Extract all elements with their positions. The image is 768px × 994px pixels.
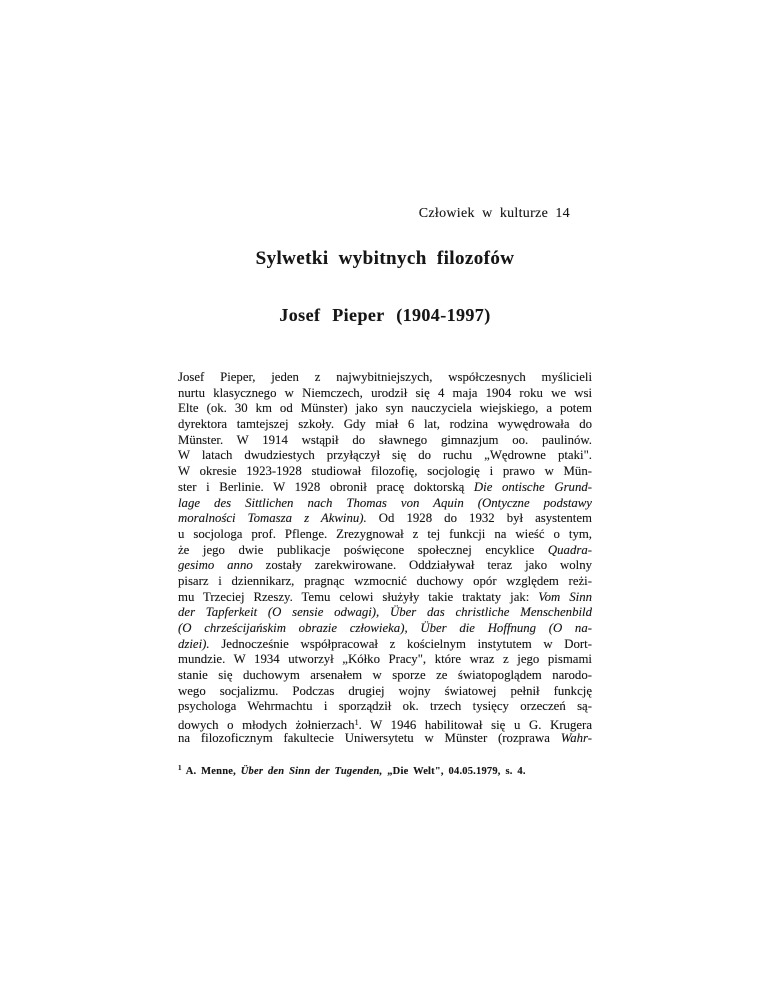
text-segment: moralności Tomasza z Akwinu). <box>178 511 367 526</box>
text-segment: Über den Sinn der Tugenden, <box>240 766 383 777</box>
body-line <box>178 433 592 449</box>
body-line <box>178 668 592 684</box>
text-segment: A. Menne, <box>181 766 241 777</box>
text-segment: Vom Sinn <box>538 589 592 604</box>
text-segment: „Die Welt", 04.05.1979, s. 4. <box>382 766 526 777</box>
body-line <box>178 699 592 715</box>
body-line <box>178 417 592 433</box>
footnote-line <box>178 764 592 777</box>
text-segment: Die ontische Grund- <box>473 479 593 494</box>
text-segment: nurtu klasycznego w Niemczech, urodził się 4 maja 1904 roku we wsi <box>178 385 592 400</box>
body-line <box>178 464 592 480</box>
body-line <box>178 652 592 668</box>
text-segment: zostały zarekwirowane. Oddziaływał teraz jako wolny <box>252 558 592 573</box>
text-segment: Wahr- <box>560 730 592 745</box>
body-line <box>178 543 592 559</box>
journal-header: Człowiek w kulturze 14 <box>418 206 570 221</box>
text-segment: psychologa Wehrmachtu i sporządził ok. trzech tysięcy orzeczeń są- <box>178 699 592 714</box>
body-line <box>178 386 592 402</box>
body-line <box>178 684 592 700</box>
body-line <box>178 511 592 527</box>
body-line <box>178 621 592 637</box>
text-segment: W okresie 1923-1928 studiował filozofię, socjologię i prawo w Mün- <box>178 464 592 479</box>
text-segment: dowych o młodych żołnierzach <box>178 718 355 733</box>
text-segment: wego socjalizmu. Podczas drugiej wojny światowej pełnił funkcję <box>178 683 592 698</box>
text-segment: (O chrześcijańskim obrazie człowieka), Über die Hoffnung (O na- <box>178 621 592 635</box>
body-line <box>178 370 592 386</box>
text-segment: stanie się duchowym arsenałem w sporze ze światopoglądem narodo- <box>178 668 592 683</box>
text-segment: W latach dwudziestych przyłączył się do ruchu „Wędrowne ptaki". <box>178 448 592 463</box>
text-segment: mu Trzeciej Rzeszy. Temu celowi służyły takie traktaty jak: <box>178 589 539 604</box>
body-line <box>178 637 592 653</box>
body-line <box>178 480 592 496</box>
body-line <box>178 401 592 417</box>
section-title: Sylwetki wybitnych filozofów <box>255 248 515 269</box>
body-line <box>178 731 592 747</box>
body-line <box>178 590 592 606</box>
text-segment: pisarz i dziennikarz, pragnąc wzmocnić duchowy opór względem reżi- <box>178 573 592 588</box>
body-line <box>178 496 592 512</box>
text-segment: dziei). <box>178 636 210 651</box>
text-segment: Quadra- <box>547 542 592 557</box>
body-line <box>178 574 592 590</box>
text-segment: Jednocześnie współpracował z kościelnym instytutem w Dort- <box>209 636 592 651</box>
body-line <box>178 605 592 621</box>
body-text <box>178 370 592 747</box>
text-segment: mundzie. W 1934 utworzył „Kółko Pracy", które wraz z jego pismami <box>178 652 592 667</box>
text-segment: Josef Pieper, jeden z najwybitniejszych, współczesnych myślicieli <box>178 370 592 384</box>
footnote-ref: 1 <box>354 718 359 728</box>
footnote-ref: 1 <box>178 764 182 772</box>
footnote <box>178 764 592 777</box>
text-segment: Od 1928 do 1932 był asystentem <box>366 511 592 526</box>
text-segment: Münster. W 1914 wstąpił do sławnego gimnazjum oo. paulinów. <box>178 432 592 447</box>
body-line <box>178 558 592 574</box>
body-line <box>178 715 592 731</box>
text-segment: Elte (ok. 30 km od Münster) jako syn nauczyciela wiejskiego, a potem <box>178 401 592 416</box>
body-line <box>178 448 592 464</box>
text-segment: że jego dwie publikacje poświęcone społecznej encyklice <box>178 542 548 557</box>
text-segment: dyrektora tamtejszej szkoły. Gdy miał 6 lat, rodzina wywędrowała do <box>178 417 592 432</box>
text-segment: na filozoficznym fakultecie Uniwersytetu w Münster (rozprawa <box>178 730 561 745</box>
text-segment: ster i Berlinie. W 1928 obronił pracę doktorską <box>178 479 474 494</box>
body-line <box>178 527 592 543</box>
text-segment: u socjologa prof. Pflenge. Zrezygnował z tej funkcji na wieść o tym, <box>178 526 592 541</box>
text-segment: . W 1946 habilitował się u G. Krugera <box>358 718 592 733</box>
article-title: Josef Pieper (1904-1997) <box>279 305 491 325</box>
text-segment: gesimo anno <box>178 558 253 573</box>
text-segment: lage des Sittlichen nach Thomas von Aquin (Ontyczne podstawy <box>178 495 592 510</box>
text-segment: der Tapferkeit (O sensie odwagi), Über das christliche Menschenbild <box>178 605 592 620</box>
